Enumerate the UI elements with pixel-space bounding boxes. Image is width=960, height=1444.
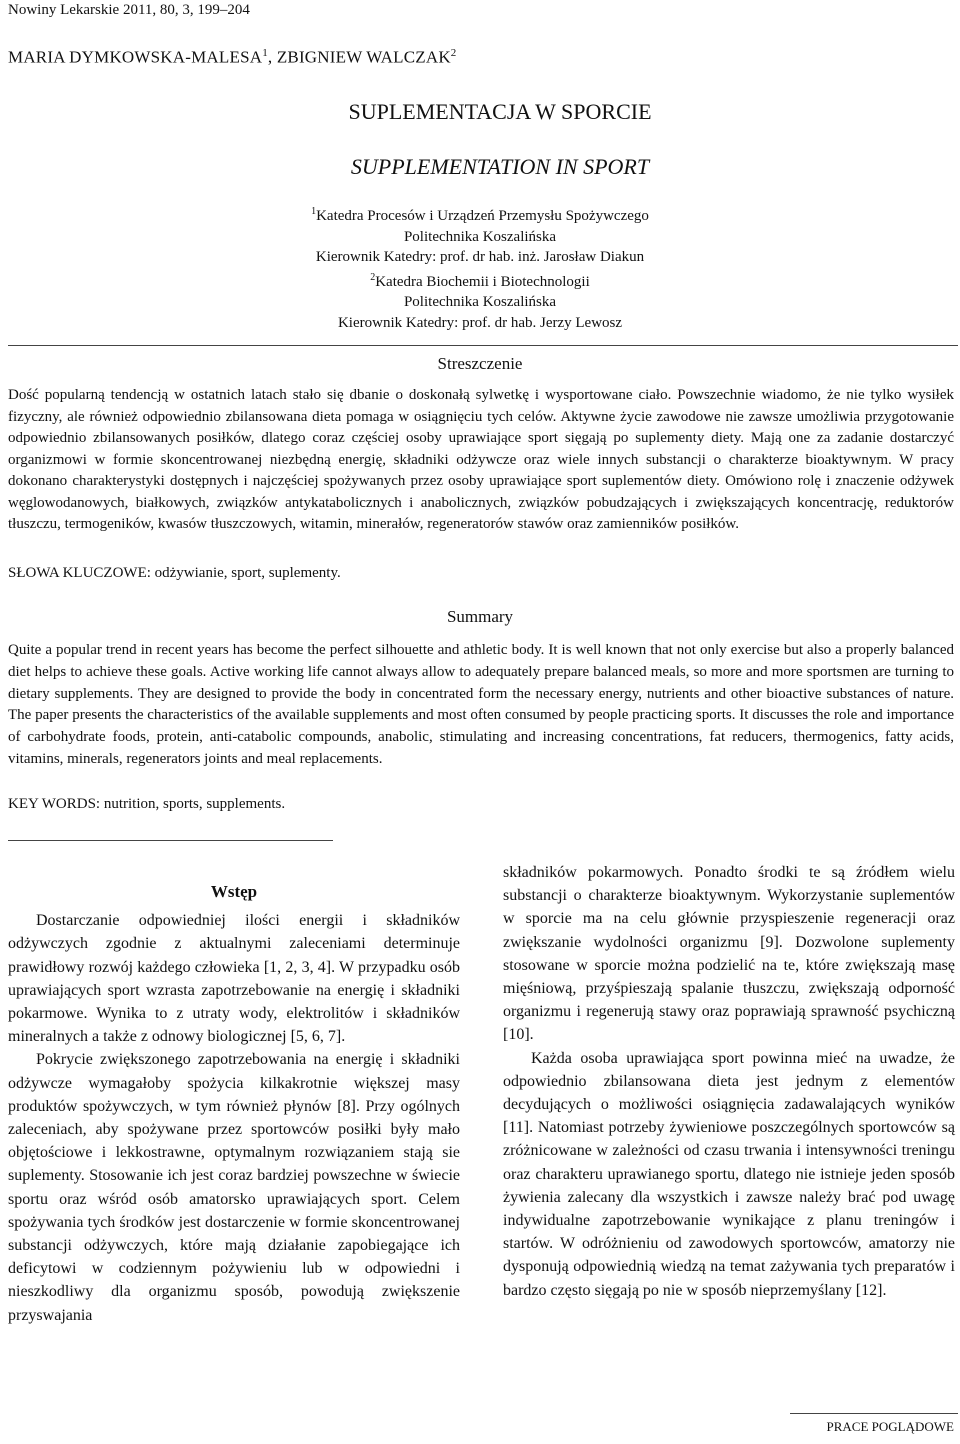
affiliation-text: Katedra Biochemii i Biotechnologii [375,273,590,290]
title-polish [0,99,960,125]
affiliation-line [0,202,960,227]
body-paragraph: Każda osoba uprawiająca sport powinna mieć na uwadze, że odpowiednio zbilansowana dieta jest jednym z elementów decydujących o możliwości osiągnięcia zadawalających wyników [11]. Natomiast potrzeby żywieniowe poszczególnych sportowców są zróżnicowane w zależności od czasu trwania i intensywności treningu oraz charakteru uprawianego sportu, dlatego nie istnieje jeden sposób żywienia zalecany dla wszystkich i zawsze należy brać pod uwagę indywidualne zapotrzebowanie wynikające z planu treningów i startów. W odróżnieniu od zawodowych sportowców, amatorzy nie dysponują odpowiednią wiedzą na temat zażywania tych preparatów i bardzo często sięgają po nie w sposób nieprzemyślany [12]. [503,1049,955,1299]
summary-text: Quite a popular trend in recent years has become the perfect silhouette and athletic body. It is well known that not only exercise but also a properly balanced diet helps to achieve these goals. Active working life cannot always allow to adequately prepare balanced meals, so more and more sportsmen are turning to dietary supplements. They are designed to provide the body in concentrated form the necessary energy, nutrients and other bioactive substances of nature. The paper presents the characteristics of the available supplements and most often consumed by people practicing sports. It discusses the role and importance of carbohydrate foods, protein, anti-catabolic compounds, anabolic, stimulating and increasing concentrations, fat reducers, thermogenics, fatty acids, vitamins, minerals, regenerators joints and meal replacements. [8,642,954,767]
footer-rule [790,1413,958,1414]
affiliation-text: Politechnika Koszalińska [403,228,557,245]
author-2-affil-mark: 2 [450,47,457,59]
journal-header: Nowiny Lekarskie 2011, 80, 3, 199–204 [8,2,250,18]
streszczenie-text: Dość popularną tendencją w ostatnich latach stało się dbanie o doskonałą sylwetkę i wysportowane ciało. Powszechnie wiadomo, że nie tylko wysiłek fizyczny, ale również odpowiednio zbilansowana dieta pomaga w osiągnięciu tych celów. Aktywne życie zawodowe nie zawsze umożliwia przygotowanie odpowiednio zbilansowanych posiłków, dlatego coraz częściej osoby uprawiające sport sięgają po suplementy diety. Mają one za zadanie dostarczyć organizmowi w formie skoncentrowanej niezbędną energię, składniki odżywcze oraz wiele innych substancji o charakterze bioaktywnym. W pracy dokonano charakterystyki dostępnych i najczęściej spożywanych przez osoby uprawiające sport suplementów diety. Omówiono rolę i znaczenie odżywek węglowodanowych, białkowych, związków antykatabolicznych i anabolicznych, związków pobudzających i zwiększających koncentrację, reduktorów tłuszczu, termogeników, kwasów tłuszczowych, witamin, minerałów, regeneratorów stawów oraz zamienników posiłków. [8,387,954,532]
affiliation-line [0,227,960,248]
abstract-bottom-rule [8,840,333,841]
section-heading-wstep: Wstęp [210,882,258,901]
affiliation-text: Kierownik Katedry: prof. dr hab. inż. Jarosław Diakun [315,249,645,265]
affiliation-mark: 2 [370,271,376,283]
affiliations [0,202,960,333]
affiliation-text: Kierownik Katedry: prof. dr hab. Jerzy Lewosz [337,314,623,331]
affiliation-mark: 1 [311,206,317,217]
authors-line [8,47,457,68]
summary-heading: Summary [446,607,514,626]
affiliation-line [0,268,960,293]
polish-keywords: SŁOWA KLUCZOWE: odżywianie, sport, suplementy. [8,565,341,581]
affiliation-line [0,313,960,334]
author-1: MARIA DYMKOWSKA-MALESA [8,47,263,67]
abstract-top-rule [8,345,958,346]
affiliation-line [0,247,960,268]
footer-section-label: PRACE POGLĄDOWE [826,1419,954,1434]
body-right-column [503,861,955,1302]
body-paragraph: Dostarczanie odpowiedniej ilości energii i składników odżywczych zgodnie z aktualnymi zaleceniami determinuje prawidłowy rozwój każdego człowieka [1, 2, 3, 4]. W przypadku osób uprawiających sport wzrasta zapotrzebowanie na energię i składniki pokarmowe. Wynika to z utraty wody, elektrolitów i składników mineralnych a także z odnowy biologicznej [5, 6, 7]. [8,912,460,1046]
title-english [0,154,960,180]
affiliation-text: Katedra Procesów i Urządzeń Przemysłu Spożywczego [316,208,649,224]
affiliation-text: Politechnika Koszalińska [403,294,557,310]
author-separator: , [267,47,277,67]
author-2: ZBIGNIEW WALCZAK [276,47,451,67]
streszczenie-heading: Streszczenie [437,354,523,373]
title-polish-text: SUPLEMENTACJA W SPORCIE [348,99,652,124]
title-english-text: SUPPLEMENTATION IN SPORT [350,154,650,179]
english-keywords: KEY WORDS: nutrition, sports, supplements. [8,796,286,812]
author-1-affil-mark: 1 [262,47,268,59]
affiliation-line [0,292,960,313]
body-left-column [8,880,460,1327]
body-paragraph: Pokrycie zwiększonego zapotrzebowania na energię i składniki odżywcze wymagałoby spożycia kilkakrotnie większej masy produktów spożywczych, w tym również płynów [8]. Przy ogólnych zaleceniach, aby spożywane przez sportowców posiłki były mało objętościowe i lekkostrawne, optymalnym rozwiązaniem stają sie suplementy. Stosowanie ich jest coraz bardziej powszechne w świecie sportu oraz wśród osób amatorsko uprawiających sport. Celem spożywania tych środków jest dostarczenie w formie skoncentrowanej substancji odżywczych, które mają działanie zapobiegające ich deficytowi w codziennym pożywieniu lub w odpowiedni i nieszkodliwy dla organizmu sposób, powodują zwiększenie przyswajania [8,1051,460,1324]
body-paragraph: składników pokarmowych. Ponadto środki te są źródłem wielu substancji o charakterze bioaktywnym. Wykorzystanie suplementów w sporcie ma na celu głównie przyspieszenie regeneracji oraz zwiększanie wydolności organizmu [9]. Dozwolone suplementy stosowane w sporcie można podzielić na te, które zwiększają masę mięśniową, przyśpieszają spalanie tłuszczu, zwiększają odporność organizmu i regenerują stawy oraz poprawiają sprawność psychiczną [10]. [503,864,955,1044]
